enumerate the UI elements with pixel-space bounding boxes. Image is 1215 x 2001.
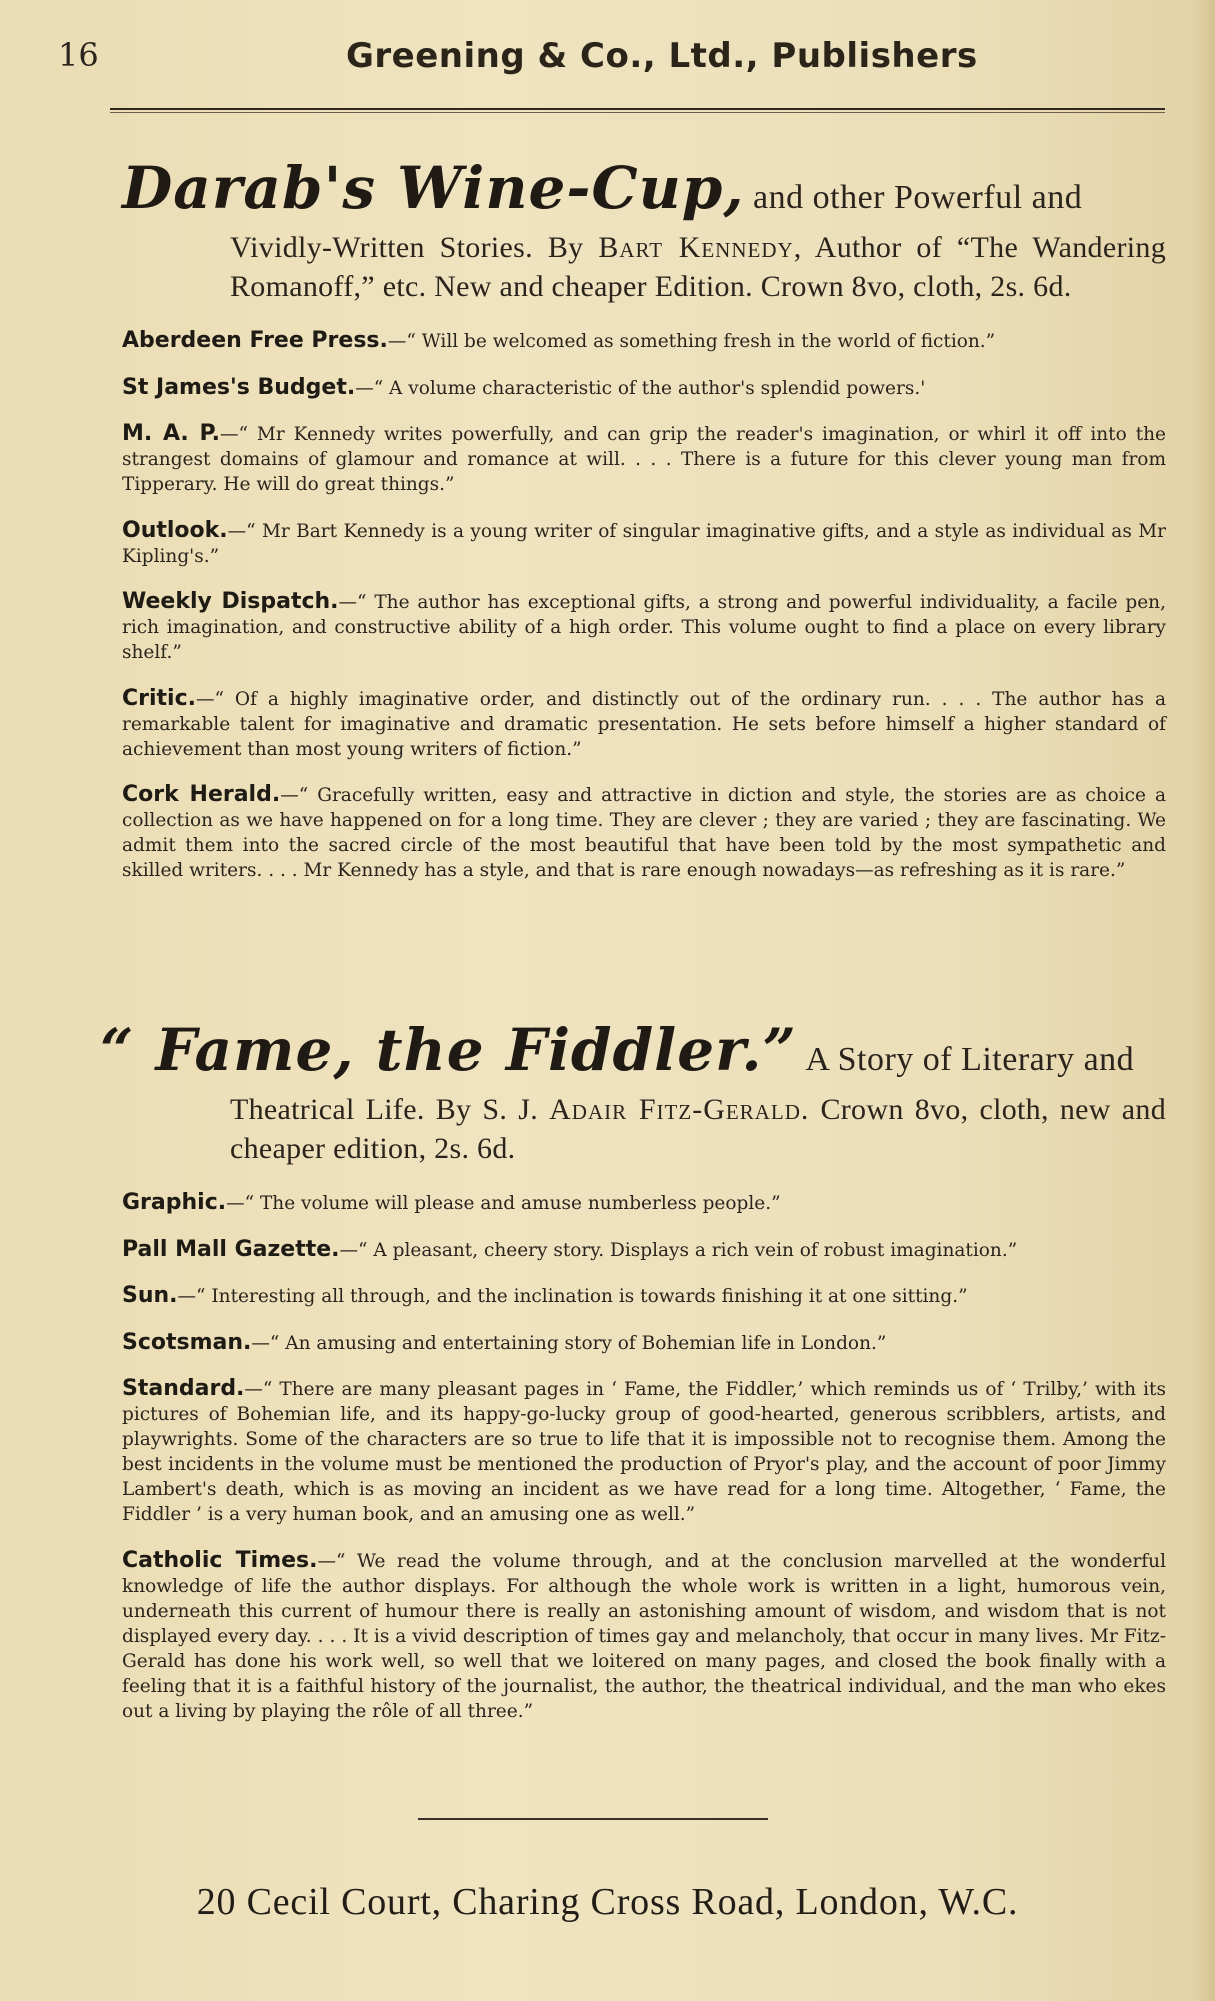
review-item [122, 686, 1166, 762]
review-quote: —“ There are many pleasant pages in ‘ Fame, the Fiddler,’ which reminds us of ‘ Trilby,’ with its pictures of Bohemian life, and its happy-go-lucky group of good-hearted, generous scribblers, artists, and playwrights. Some of the characters are so true to life that it is impossible not to recognise them. Among the best incidents in the volume must be mentioned the production of Pryor's play, and the account of poor Jimmy Lambert's death, which is as moving an incident as we have read for a long time. Altogether, ‘ Fame, the Fiddler ’ is a very human book, and an amusing one as well.” [122, 1379, 1166, 1525]
review-item [122, 1330, 1166, 1356]
title-tail: A Story of Literary and [805, 1041, 1135, 1078]
book-title: Darab's Wine-Cup, [122, 154, 745, 222]
review-source: Aberdeen Free Press. [122, 328, 388, 353]
review-quote: —“ Of a highly imaginative order, and distinctly out of the ordinary run. . . . The author has a remarkable talent for imaginative and dramatic presentation. He sets before himself a higher standard of achievement than most young writers of fiction.” [122, 688, 1166, 760]
review-item [122, 375, 1166, 401]
review-item [122, 421, 1166, 497]
review-item [122, 1376, 1166, 1527]
review-quote: —“ Mr Bart Kennedy is a young writer of singular imaginative gifts, and a style as individual as Mr Kipling's.” [122, 520, 1166, 567]
review-source: Catholic Times. [122, 1547, 318, 1573]
review-source: Scotsman. [122, 1329, 252, 1355]
page-number: 16 [58, 36, 99, 74]
publisher-title: Greening & Co., Ltd., Publishers [346, 36, 978, 76]
book-entry-fame-the-fiddler [100, 1016, 1166, 1738]
review-item [122, 1237, 1166, 1263]
review-quote: —“ The author has exceptional gifts, a strong and powerful individuality, a facile pen, rich imagination, and constructive ability of a high order. This volume ought to find a place on every library shelf.” [122, 592, 1166, 663]
review-quote: —“ Mr Kennedy writes powerfully, and can grip the reader's imagination, or whirl it off into the strangest domains of glamour and romance at will. . . . There is a future for this clever young man from Tipperary. He will do great things.” [122, 424, 1166, 495]
title-tail: and other Powerful and [753, 179, 1083, 216]
review-source: Cork Herald. [122, 782, 281, 807]
review-source: Sun. [122, 1283, 178, 1308]
footer-rule [418, 1818, 768, 1820]
review-source: Pall Mall Gazette. [122, 1236, 340, 1262]
review-item [122, 518, 1166, 569]
review-source: Graphic. [122, 1190, 227, 1215]
review-item [122, 589, 1166, 665]
title-line [100, 1016, 1166, 1090]
book-description [230, 228, 1166, 306]
review-source: M. A. P. [122, 421, 220, 446]
page-edge-shadow [1193, 0, 1215, 2001]
publisher-address: 20 Cecil Court, Charing Cross Road, London, W.C. [196, 1881, 1019, 1923]
review-quote: —“ Will be welcomed as something fresh in the world of fiction.” [387, 331, 996, 352]
review-list [122, 328, 1166, 883]
review-quote: —“ Interesting all through, and the inclination is towards finishing it at one sitting.” [177, 1286, 968, 1307]
running-head [58, 36, 1158, 80]
title-line [122, 154, 1166, 228]
review-source: Critic. [122, 685, 196, 711]
book-description [230, 1090, 1166, 1168]
book-entry-darabs-wine-cup [122, 154, 1167, 897]
book-title: “ Fame, the Fiddler.” [100, 1016, 797, 1084]
header-rule [110, 108, 1165, 113]
review-quote: —“ The volume will please and amuse numberless people.” [226, 1193, 781, 1214]
review-source: Standard. [122, 1376, 245, 1401]
description-lead: Vividly-Written Stories. By [230, 231, 584, 264]
description-rest: Crown 8vo, cloth, new and cheaper edition, 2s. 6d. [230, 1093, 1166, 1165]
review-quote: —“ A pleasant, cheery story. Displays a rich vein of robust imagination.” [339, 1239, 1018, 1261]
review-item [122, 1548, 1166, 1724]
review-item [122, 328, 1166, 354]
author-name: Adair Fitz-Gerald. [549, 1093, 810, 1126]
description-rest: , Author of “The Wandering Romanoff,” etc. New and cheaper Edition. Crown 8vo, cloth, 2s. 6d. [230, 231, 1166, 303]
review-item [122, 1190, 1166, 1216]
author-name: Bart Kennedy [598, 231, 794, 264]
review-quote: —“ An amusing and entertaining story of Bohemian life in London.” [251, 1332, 887, 1354]
review-source: St James's Budget. [122, 374, 356, 400]
review-source: Outlook. [122, 517, 228, 543]
review-quote: —“ A volume characteristic of the author's splendid powers.' [355, 377, 926, 399]
review-item [122, 782, 1166, 883]
review-list [122, 1190, 1166, 1724]
review-quote: —“ We read the volume through, and at the conclusion marvelled at the wonderful knowledge of life the author displays. For although the whole work is written in a light, humorous vein, underneath this current of humour there is really an astonishing amount of wisdom, and wisdom that is not displayed every day. . . . It is a vivid description of times gay and melancholy, that occur in many lives. Mr Fitz-Gerald has done his work well, so well that we loitered on many pages, and closed the book finally with a feeling that it is a faithful history of the journalist, the author, the theatrical individual, and the man who ekes out a living by playing the rôle of all three.” [122, 1550, 1166, 1722]
review-source: Weekly Dispatch. [122, 589, 339, 614]
review-quote: —“ Gracefully written, easy and attractive in diction and style, the stories are as choice a collection as we have happened on for a long time. They are clever ; they are varied ; they are fascinating. We admit them into the sacred circle of the most beautiful that have been told by the most sympathetic and skilled writers. . . . Mr Kennedy has a style, and that is rare enough nowadays—as refreshing as it is rare.” [122, 785, 1167, 881]
review-item [122, 1283, 1166, 1309]
description-lead: Theatrical Life. By S. J. [230, 1093, 539, 1126]
